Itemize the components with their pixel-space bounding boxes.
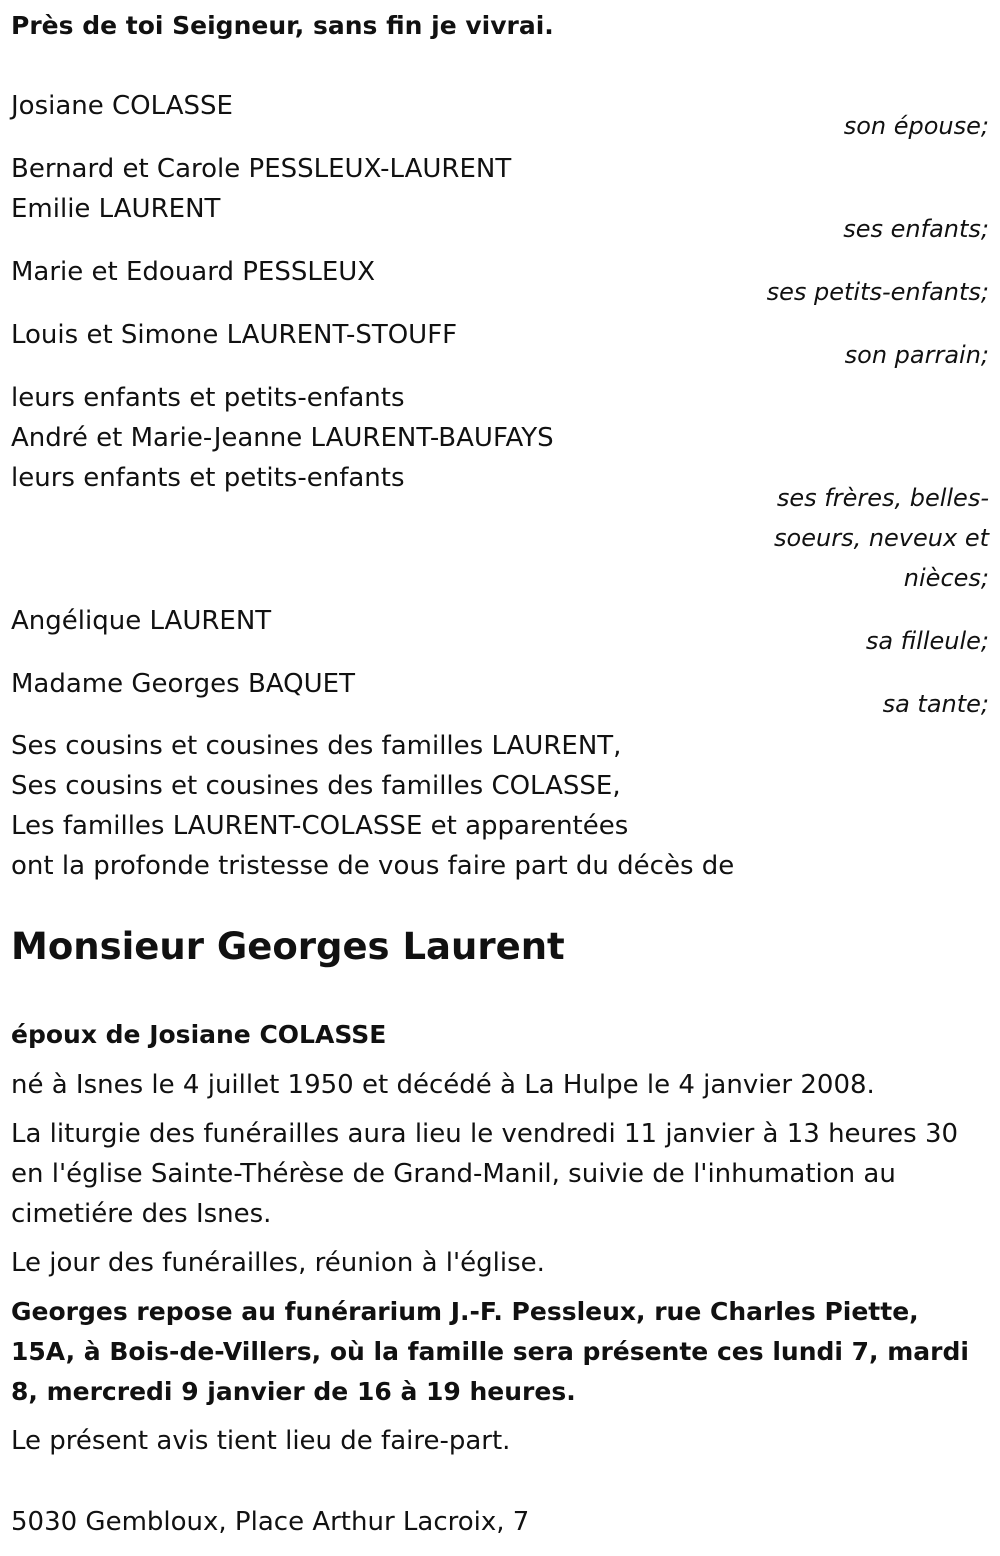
details-section <box>11 1015 971 1470</box>
family-role: ses petits-enfants; <box>766 278 989 306</box>
intro-line: ont la profonde tristesse de vous faire part du décès de <box>11 851 735 881</box>
family-name: Emilie LAURENT <box>11 194 221 224</box>
family-group <box>11 149 989 249</box>
family-role: son parrain; <box>844 341 989 369</box>
family-group <box>11 601 989 661</box>
funerarium-info: Georges repose au funérarium J.-F. Pessleux, rue Charles Piette, 15A, à Bois-de-Villers, où la famille sera présente ces lundi 7, mardi 8, mercredi 9 janvier de 16 à 19 heures. <box>11 1297 969 1406</box>
spouse-line: époux de Josiane COLASSE <box>11 1020 387 1049</box>
reunion-info: Le jour des funérailles, réunion à l'église. <box>11 1248 545 1278</box>
intro-line: Ses cousins et cousines des familles LAURENT, <box>11 731 622 761</box>
intro-line: Ses cousins et cousines des familles COLASSE, <box>11 771 621 801</box>
family-role: sa filleule; <box>865 627 989 655</box>
family-group <box>11 315 989 375</box>
family-group <box>11 252 989 312</box>
announcement-intro <box>11 726 989 886</box>
family-role: son épouse; <box>843 112 989 140</box>
family-list <box>11 86 989 727</box>
birth-death: né à Isnes le 4 juillet 1950 et décédé à La Hulpe le 4 janvier 2008. <box>11 1070 875 1100</box>
family-role: ses frères, belles-soeurs, neveux et nièces; <box>774 484 989 592</box>
liturgy-info: La liturgie des funérailles aura lieu le vendredi 11 janvier à 13 heures 30 en l'église Sainte-Thérèse de Grand-Manil, suivie de l'inhumation au cimetiére des Isnes. <box>11 1119 959 1229</box>
family-name: Louis et Simone LAURENT-STOUFF <box>11 320 458 350</box>
family-name: Angélique LAURENT <box>11 606 272 636</box>
family-group <box>11 86 989 146</box>
family-name: Bernard et Carole PESSLEUX-LAURENT <box>11 154 512 184</box>
family-name: André et Marie-Jeanne LAURENT-BAUFAYS <box>11 423 554 453</box>
family-name: Marie et Edouard PESSLEUX <box>11 257 376 287</box>
address: 5030 Gembloux, Place Arthur Lacroix, 7 <box>11 1507 530 1537</box>
family-name: leurs enfants et petits-enfants <box>11 383 405 413</box>
notice-text: Le présent avis tient lieu de faire-part. <box>11 1426 511 1456</box>
deceased-name: Monsieur Georges Laurent <box>11 925 565 968</box>
family-name: leurs enfants et petits-enfants <box>11 463 405 493</box>
family-group <box>11 664 989 724</box>
family-group <box>11 378 989 598</box>
family-role: sa tante; <box>882 690 989 718</box>
intro-line: Les familles LAURENT-COLASSE et apparentées <box>11 811 629 841</box>
family-name: Josiane COLASSE <box>11 91 233 121</box>
motto: Près de toi Seigneur, sans fin je vivrai. <box>11 11 554 40</box>
family-role: ses enfants; <box>843 215 989 243</box>
family-name: Madame Georges BAQUET <box>11 669 355 699</box>
